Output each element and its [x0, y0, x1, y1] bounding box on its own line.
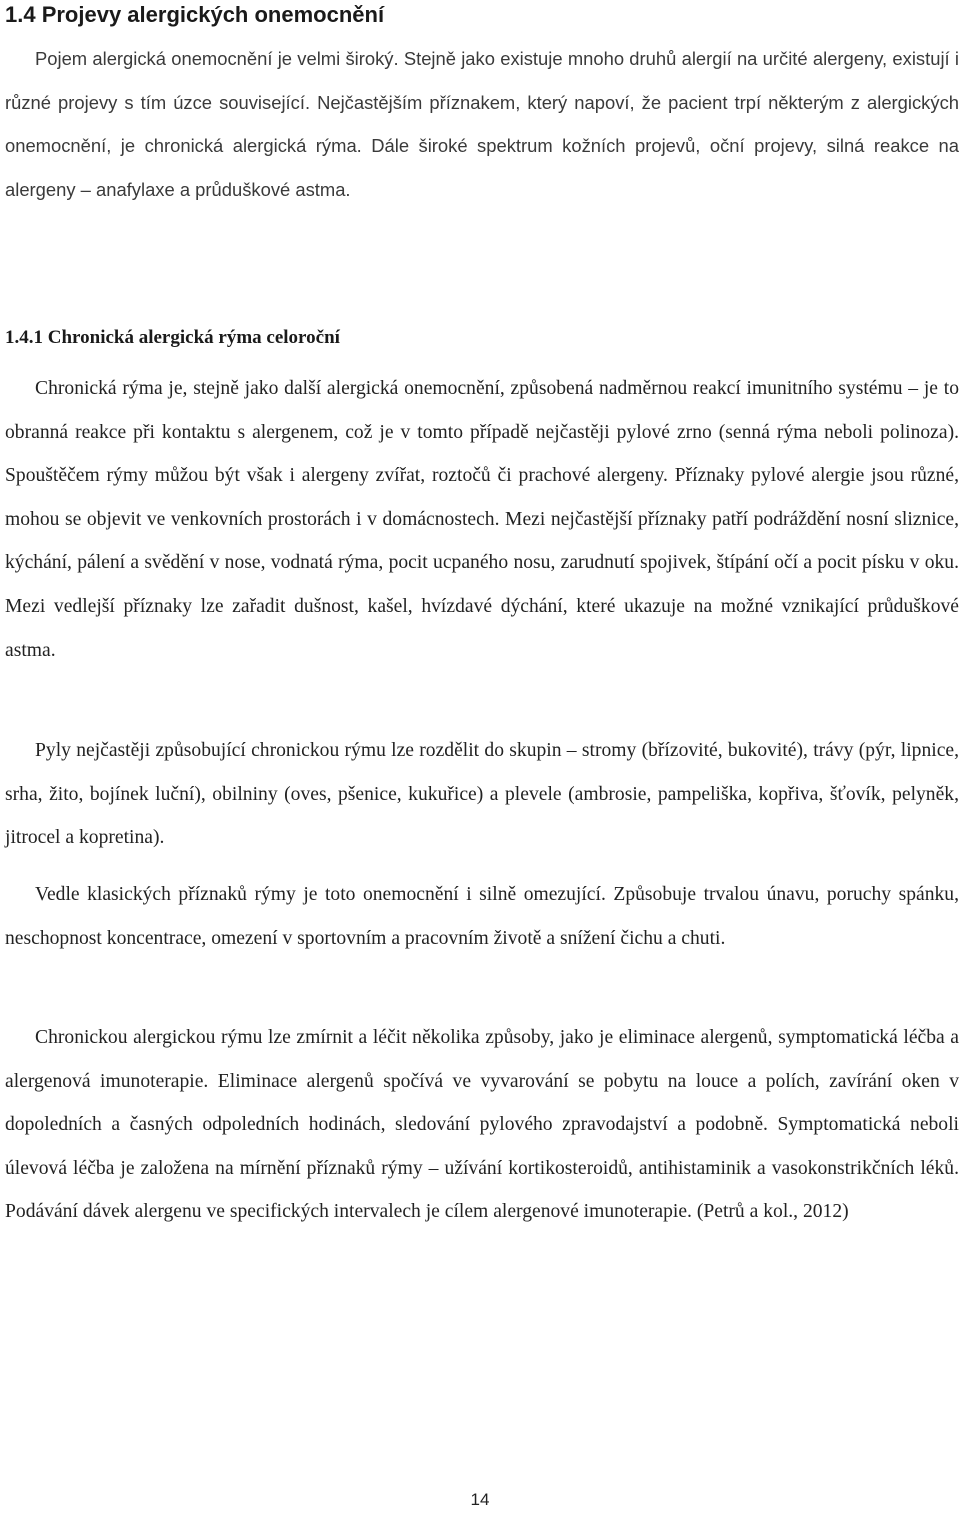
subsection-paragraph-2: Pyly nejčastěji způsobující chronickou rýmu lze rozdělit do skupin – stromy (břízovité, bukovité), trávy (pýr, lipnice, srha, žito, bojínek luční), obilniny (oves, pšenice, kukuřice) a plevele (ambrosie, pampeliška, kopřiva, šťovík, pelyněk, jitrocel a kopretina).: [5, 740, 959, 849]
section-heading: 1.4 Projevy alergických onemocnění: [5, 2, 385, 27]
subsection-paragraph-4: Chronickou alergickou rýmu lze zmírnit a léčit několika způsoby, jako je eliminace alergenů, symptomatická léčba a alergenová imunoterapie. Eliminace alergenů spočívá ve vyvarování se pobytu na louce a polích, zavírání oken v dopoledních a časných odpoledních hodinách, sledování pylového zpravodajství a podobně. Symptomatická neboli úlevová léčba je založena na mírnění příznaků rýmy – užívání kortikosteroidů, antihistaminik a vasokonstrikčních léků. Podávání dávek alergenu ve specifických intervalech je cílem alergenové imunoterapie. (Petrů a kol., 2012): [5, 1027, 959, 1223]
subsection-paragraph-1: Chronická rýma je, stejně jako další alergická onemocnění, způsobená nadměrnou reakcí imunitního systému – je to obranná reakce při kontaktu s alergenem, což je v tomto případě nejčastěji pylové zrno (senná rýma neboli polinoza). Spouštěčem rýmy můžou být však i alergeny zvířat, roztočů či prachové alergeny. Příznaky pylové alergie jsou různé, mohou se objevit ve venkovních prostorách i v domácnostech. Mezi nejčastější příznaky patří podráždění nosní sliznice, kýchání, pálení a svědění v nose, vodnatá rýma, pocit ucpaného nosu, zarudnutí spojivek, štípání očí a pocit písku v oku. Mezi vedlejší příznaky lze zařadit dušnost, kašel, hvízdavé dýchání, které ukazuje na možné vznikající průduškové astma.: [5, 378, 959, 661]
subsection-paragraph-3: Vedle klasických příznaků rýmy je toto onemocnění i silně omezující. Způsobuje trvalou únavu, poruchy spánku, neschopnost koncentrace, omezení v sportovním a pracovním životě a snížení čichu a chuti.: [5, 884, 959, 949]
page-number: 14: [470, 1490, 490, 1509]
section-intro-paragraph: Pojem alergická onemocnění je velmi široký. Stejně jako existuje mnoho druhů alergií na určité alergeny, existují i různé projevy s tím úzce související. Nejčastějším příznakem, který napoví, že pacient trpí některým z alergických onemocnění, je chronická alergická rýma. Dále široké spektrum kožních projevů, oční projevy, silná reakce na alergeny – anafylaxe a průduškové astma.: [5, 48, 959, 200]
subsection-heading: 1.4.1 Chronická alergická rýma celoroční: [5, 327, 340, 348]
